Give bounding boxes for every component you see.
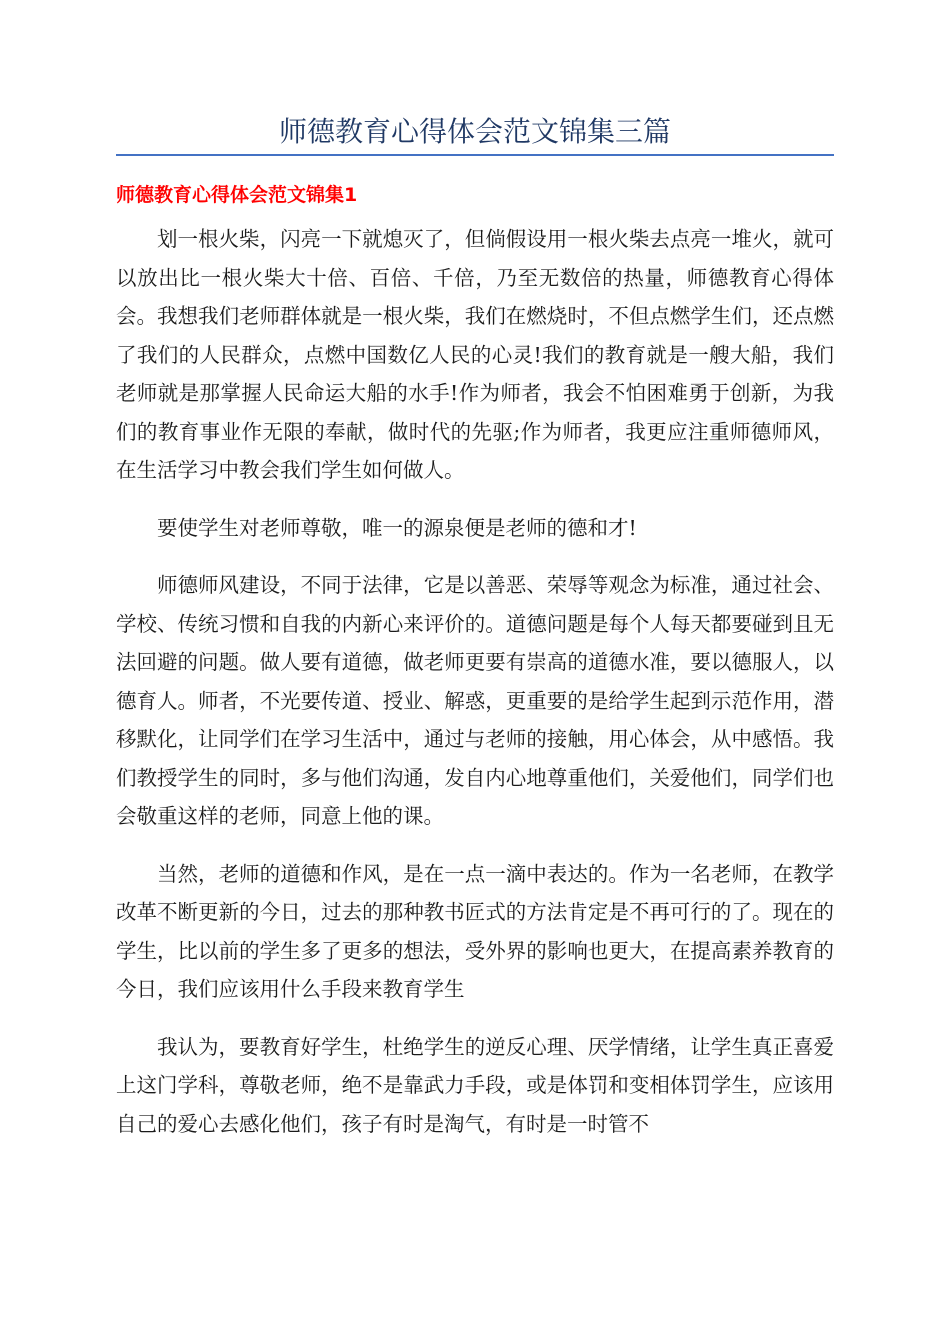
paragraph-5: 我认为，要教育好学生，杜绝学生的逆反心理、厌学情绪，让学生真正喜爱上这门学科，尊敬老师，绝不是靠武力手段，或是体罚和变相体罚学生，应该用自己的爱心去感化他们，孩子有时是淘气，有时是一时管不 — [116, 1034, 834, 1136]
paragraph-4: 当然，老师的道德和作风，是在一点一滴中表达的。作为一名老师，在教学改革不断更新的今日，过去的那种教书匠式的方法肯定是不再可行的了。现在的学生，比以前的学生多了更多的想法，受外界的影响也更大，在提高素养教育的今日，我们应该用什么手段来教育学生 — [116, 861, 834, 1001]
paragraph-2: 要使学生对老师尊敬，唯一的源泉便是老师的德和才! — [157, 515, 637, 540]
document-title: 师德教育心得体会范文锦集三篇 — [278, 115, 671, 148]
paragraph-1: 划一根火柴，闪亮一下就熄灭了，但倘假设用一根火柴去点亮一堆火，就可以放出比一根火柴大十倍、百倍、千倍，乃至无数倍的热量，师德教育心得体会。我想我们老师群体就是一根火柴，我们在燃烧时，不但点燃学生们，还点燃了我们的人民群众，点燃中国数亿人民的心灵!我们的教育就是一艘大船，我们老师就是那掌握人民命运大船的水手!作为师者，我会不怕困难勇于创新，为我们的教育事业作无限的奉献，做时代的先驱;作为师者，我更应注重师德师风，在生活学习中教会我们学生如何做人。 — [116, 227, 834, 482]
section-heading: 师德教育心得体会范文锦集1 — [116, 184, 358, 206]
document-body — [116, 220, 834, 1162]
paragraph-3: 师德师风建设，不同于法律，它是以善恶、荣辱等观念为标准，通过社会、学校、传统习惯和自我的内新心来评价的。道德问题是每个人每天都要碰到且无法回避的问题。做人要有道德，做老师更要有崇高的道德水准，要以德服人，以德育人。师者，不光要传道、授业、解惑，更重要的是给学生起到示范作用，潜移默化，让同学们在学习生活中，通过与老师的接触，用心体会，从中感悟。我们教授学生的同时，多与他们沟通，发自内心地尊重他们，关爱他们，同学们也会敬重这样的老师，同意上他的课。 — [116, 573, 834, 828]
title-underline — [116, 154, 834, 156]
